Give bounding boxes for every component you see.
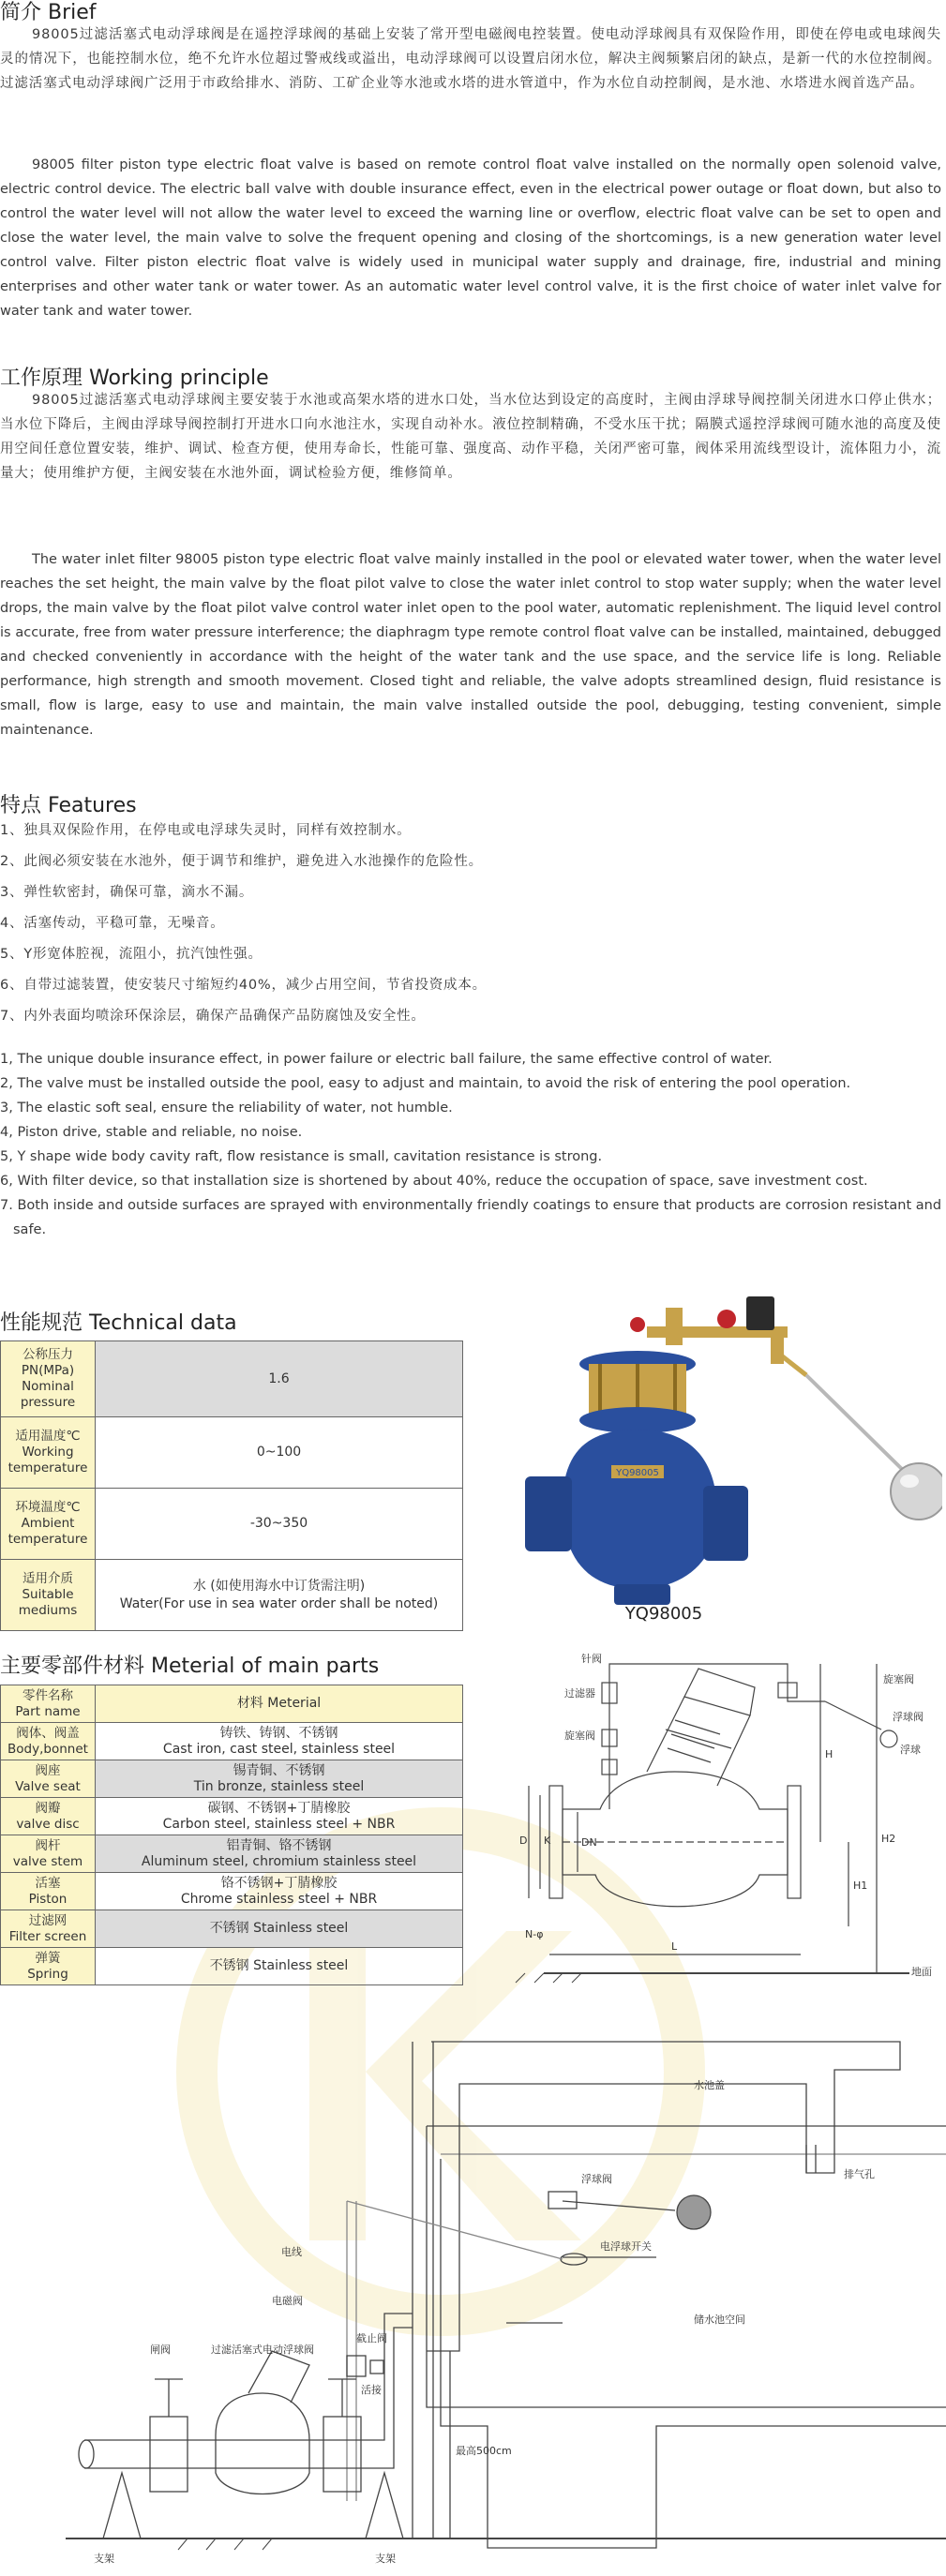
- label-gate-valve: 闸阀: [150, 2344, 171, 2356]
- label-solenoid: 电磁阀: [272, 2295, 303, 2307]
- feature-en-item: 7. Both inside and outside surfaces are sprayed with environmentally friendly coatings to ensure that products are corrosion resistant and safe.: [0, 1198, 942, 1237]
- label-H2: H2: [881, 1833, 896, 1845]
- tech-label: 适用温度℃ Working temperature: [1, 1417, 96, 1489]
- main-valve-icon: [216, 2393, 309, 2494]
- label-float: 浮球: [900, 1744, 921, 1756]
- label-float-valve: 浮球阀: [581, 2173, 612, 2185]
- electric-float-icon: [561, 2254, 587, 2265]
- feature-cn-item: 4、活塞传动，平稳可靠，无噪音。: [0, 916, 225, 931]
- label-float-valve: 浮球阀: [893, 1711, 923, 1723]
- table-row: 阀杆 valve stem 铝青铜、铬不锈钢 Aluminum steel, chromium stainless steel: [1, 1835, 463, 1873]
- principle-cn-text: 98005过滤活塞式电动浮球阀主要安装于水池或高架水塔的进水口处，当水位达到设定的高度时，主阀由浮球导阀控制关闭进水口停止供水；当水位下降后，主阀由浮球导阀控制打开进水口向水池注水，实现自动补水。液位控制精确，不受水压干扰；隔膜式遥控浮球阀可随水池的高度及使用空间任意位置安装，维护、调试、检查方便，使用寿命长，性能可靠、强度高、动作平稳，关闭严密可靠，阀体采用流线型设计，流体阻力小，流量大；使用维护方便，主阀安装在水池外面，调试检验方便，维修简单。: [0, 393, 941, 481]
- product-illustration: [525, 1289, 942, 1626]
- brief-cn-text: 98005过滤活塞式电动浮球阀是在遥控浮球阀的基础上安装了常开型电磁阀电控装置。使电动浮球阀具有双保险作用，即使在停电或电球阀失灵的情况下，也能控制水位，绝不允许水位超过警戒线或溢出，电动浮球阀可以设置启闭水位，解决主阀频繁启闭的缺点，是新一代的水位控制阀。过滤活塞式电动浮球阀广泛用于市政给排水、消防、工矿企业等水池或水塔的进水管道中，作为水位自动控制阀，是水池、水塔进水阀首选产品。: [0, 27, 941, 91]
- table-row: 活塞 Piston 铬不锈钢+丁腈橡胶 Chrome stainless steel + NBR: [1, 1873, 463, 1910]
- feature-en-item: 1, The unique double insurance effect, in power failure or electric ball failure, the same effective control of water.: [0, 1052, 773, 1067]
- tech-value: 1.6: [96, 1341, 463, 1417]
- label-ball-valve: 旋塞阀: [564, 1730, 595, 1742]
- table-row: 阀体、阀盖 Body,bonnet 铸铁、铸钢、不锈钢 Cast iron, cast steel, stainless steel: [1, 1723, 463, 1760]
- table-row: 阀瓣 valve disc 碳钢、不锈钢+丁腈橡胶 Carbon steel, stainless steel + NBR: [1, 1798, 463, 1835]
- label-main-valve: 过滤活塞式电动浮球阀: [211, 2344, 314, 2356]
- feature-en-item: 4, Piston drive, stable and reliable, no noise.: [0, 1125, 303, 1140]
- label-support-2: 支架: [375, 2553, 396, 2565]
- brief-en-text: 98005 filter piston type electric float valve is based on remote control float valve installed on the normally open solenoid valve, electric control device. The electric ball valve with double insurance effect, even in the electrical power outage or float down, but also to control the water level will not allow the water level to exceed the warning line or overflow, electric float valve can be set to open and close the water level, the main valve to solve the frequent opening and closing of the shortcomings, is a new generation water level control valve. Filter piston electric float valve is widely used in municipal water supply and drainage, fire, industrial and mining enterprises and other water tank or water tower. As an automatic water level control valve, it is the first choice of water inlet valve for water tank and water tower.: [0, 157, 941, 319]
- label-H: H: [825, 1748, 833, 1760]
- tech-label: 适用介质 Suitable mediums: [1, 1560, 96, 1631]
- handwheel-icon: [717, 1310, 736, 1328]
- parts-table: [0, 1685, 463, 1985]
- feature-en-item: 3, The elastic soft seal, ensure the reliability of water, not humble.: [0, 1101, 453, 1116]
- label-storage-space: 储水池空间: [694, 2314, 745, 2326]
- label-H1: H1: [853, 1880, 868, 1892]
- tech-value: 水 (如使用海水中订货需注明) Water(For use in sea water order shall be noted): [96, 1560, 463, 1631]
- feature-cn-item: 7、内外表面均喷涂环保涂层，确保产品确保产品防腐蚀及安全性。: [0, 1009, 426, 1024]
- label-cable: 电线: [281, 2246, 302, 2258]
- label-vent: 排气孔: [844, 2168, 875, 2180]
- principle-title: 工作原理 Working principle: [0, 367, 269, 390]
- gate-valve-icon: [150, 2417, 188, 2492]
- label-support-1: 支架: [94, 2553, 114, 2565]
- label-L: L: [671, 1940, 678, 1953]
- stop-valve-icon: [370, 2360, 383, 2374]
- label-K: K: [544, 1835, 551, 1847]
- feature-cn-item: 6、自带过滤装置，使安装尺寸缩短约40%，减少占用空间，节省投资成本。: [0, 978, 487, 993]
- features-en-list: [0, 1047, 942, 1242]
- feature-en-item: 5, Y shape wide body cavity raft, flow resistance is small, cavitation resistance is strong.: [0, 1149, 603, 1164]
- technical-table: [0, 1340, 463, 1631]
- label-needle-valve: 针阀: [581, 1653, 602, 1665]
- principle-en-text: The water inlet filter 98005 piston type electric float valve mainly installed in the pool or elevated water tower, when the water level reaches the set height, the main valve by the float pilot valve to close the water inlet control to stop water supply; when the water level drops, the main valve by the float pilot valve control water inlet open to the pool water, automatic replenishment. The liquid level control is accurate, free from water pressure interference; the diaphragm type remote control float valve can be installed, maintained, debugged and checked conveniently in accordance with the height of the water tank and the use space, and the service life is long. Reliable performance, high strength and smooth movement. Closed tight and reliable, the valve adopts streamlined design, fluid resistance is small, flow is large, easy to use and maintain, the main valve installed outside the pool, debugging, testing convenient, simple maintenance.: [0, 552, 941, 738]
- features-cn-list: [0, 816, 942, 1032]
- feature-en-item: 2, The valve must be installed outside the pool, easy to adjust and maintain, to avoid the risk of entering the pool operation.: [0, 1076, 851, 1091]
- tech-label: 公称压力 PN(MPa) Nominal pressure: [1, 1341, 96, 1417]
- technical-title: 性能规范 Technical data: [0, 1311, 237, 1335]
- table-row: 过滤网 Filter screen 不锈钢 Stainless steel: [1, 1910, 463, 1948]
- features-title: 特点 Features: [0, 794, 137, 817]
- tech-label: 环境温度℃ Ambient temperature: [1, 1489, 96, 1560]
- label-tank-cover: 水池盖: [694, 2079, 725, 2091]
- table-header-row: 零件名称 Part name 材料 Meterial: [1, 1685, 463, 1723]
- label-DN: DN: [581, 1836, 597, 1849]
- dimension-diagram: [506, 1645, 942, 1992]
- label-ground: 地面: [911, 1966, 932, 1978]
- table-row: [1, 1560, 463, 1631]
- label-D: D: [519, 1835, 528, 1847]
- label-electric-float-switch: 电浮球开关: [600, 2240, 652, 2253]
- brief-title: 简介 Brief: [0, 1, 97, 24]
- body-mark: YQ98005: [616, 1468, 659, 1478]
- label-union: 活接: [361, 2384, 382, 2396]
- feature-cn-item: 3、弹性软密封，确保可靠，滴水不漏。: [0, 885, 254, 900]
- float-ball-icon: [677, 2195, 711, 2229]
- installation-diagram: [0, 2014, 946, 2576]
- table-row: 阀座 Valve seat 锡青铜、不锈钢 Tin bronze, stainless steel: [1, 1760, 463, 1798]
- table-row: [1, 1489, 463, 1560]
- feature-en-item: 6, With filter device, so that installation size is shortened by about 40%, reduce the occupation of space, save investment cost.: [0, 1174, 868, 1189]
- label-filter: 过滤器: [564, 1687, 595, 1700]
- solenoid-icon: [746, 1296, 774, 1330]
- feature-cn-item: 5、Y形宽体腔视，流阻小，抗汽蚀性强。: [0, 947, 263, 962]
- tech-value: -30~350: [96, 1489, 463, 1560]
- table-row: [1, 1417, 463, 1489]
- label-ball-valve-2: 旋塞阀: [883, 1673, 914, 1685]
- feature-cn-item: 2、此阀必须安装在水池外，便于调节和维护，避免进入水池操作的危险性。: [0, 854, 483, 869]
- parts-title: 主要零部件材料 Meterial of main parts: [0, 1655, 380, 1678]
- label-N: N-φ: [525, 1928, 544, 1940]
- float-ball-icon: [891, 1463, 942, 1520]
- label-stop-valve: 截止阀: [356, 2332, 387, 2344]
- gate-valve-icon: [323, 2417, 361, 2492]
- product-model-caption: YQ98005: [624, 1604, 703, 1624]
- label-max-height: 最高500cm: [456, 2445, 512, 2457]
- table-row: 弹簧 Spring 不锈钢 Stainless steel: [1, 1948, 463, 1985]
- table-row: [1, 1341, 463, 1417]
- feature-cn-item: 1、独具双保险作用，在停电或电浮球失灵时，同样有效控制水。: [0, 823, 412, 838]
- tech-value: 0~100: [96, 1417, 463, 1489]
